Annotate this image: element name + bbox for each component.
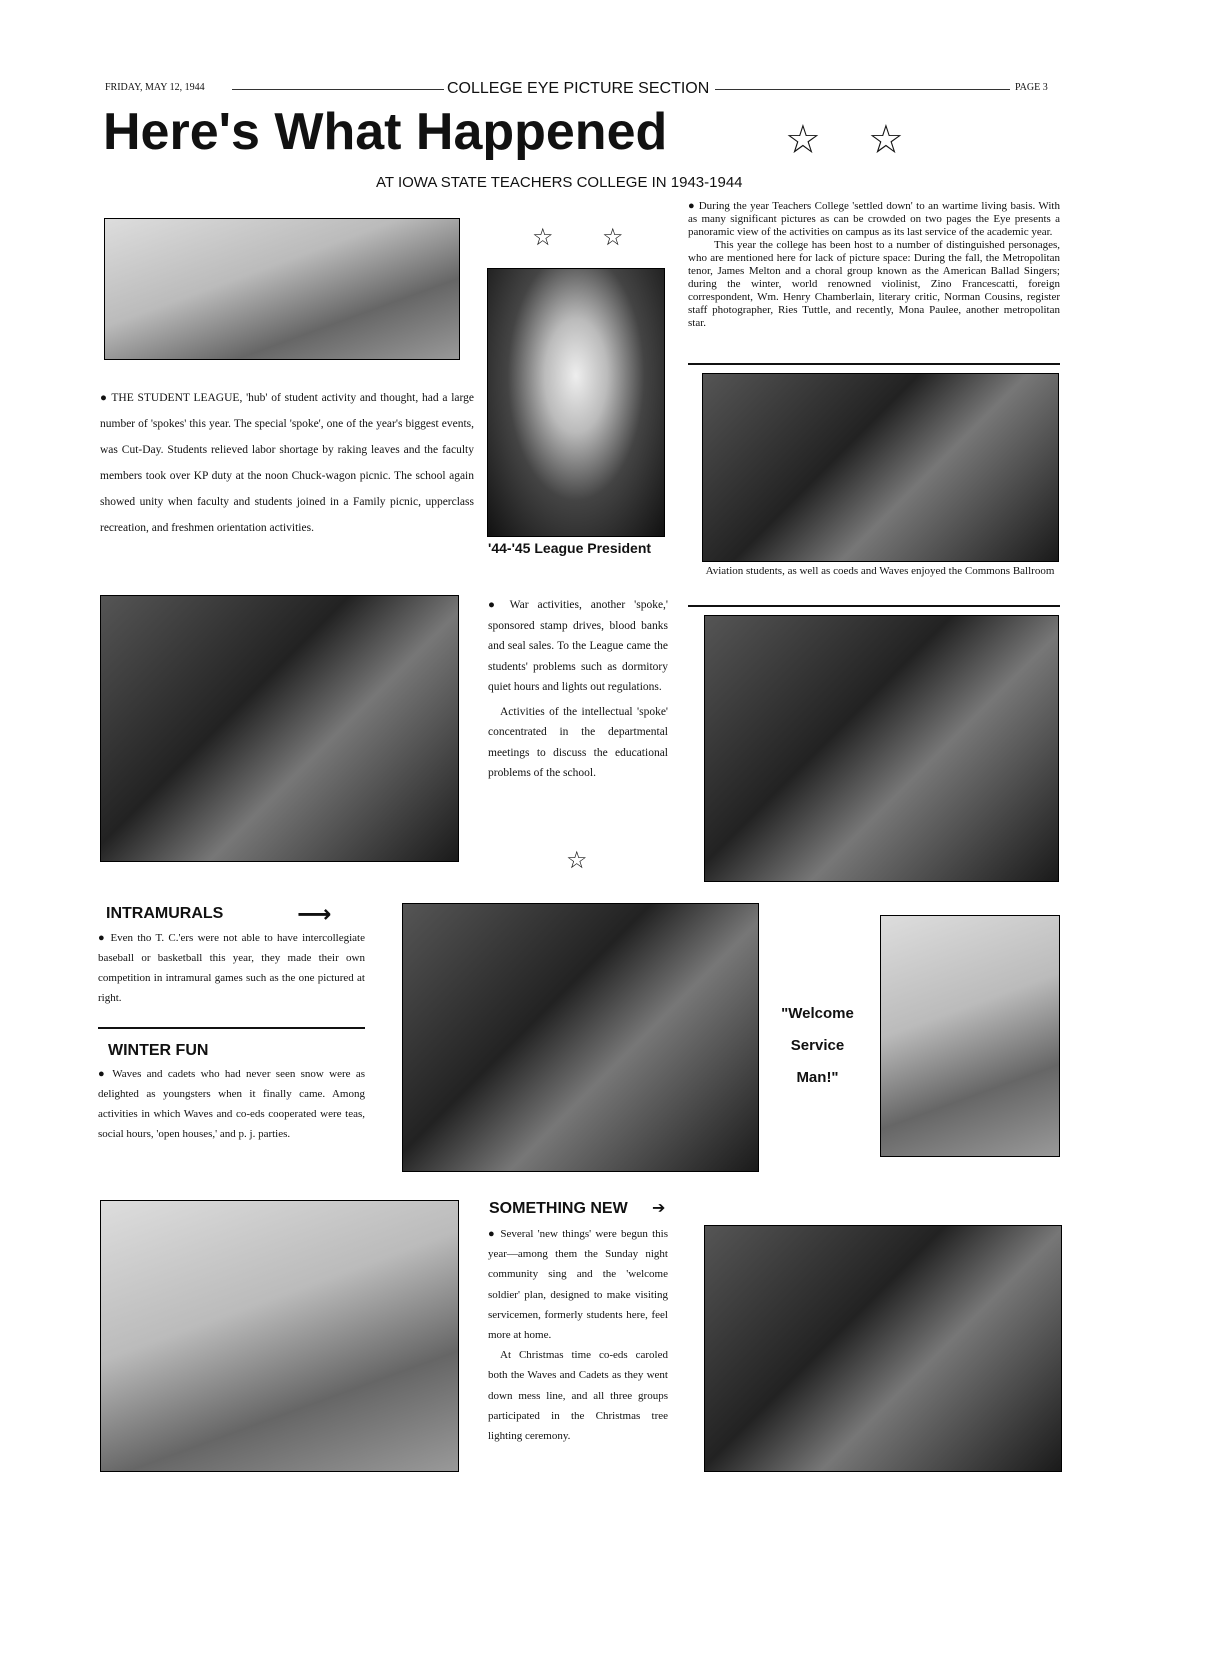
winter-fun-text: ● Waves and cadets who had never seen snow were as delighted as youngsters when it finally came. Among activities in which Waves and co-eds cooperated were teas, social hours, 'open houses,' and p. j. parties. [98, 1068, 365, 1140]
president-caption: '44-'45 League President [488, 540, 652, 556]
photo-commons-ballroom [702, 373, 1059, 562]
divider [688, 605, 1060, 607]
arrow-right-icon: ⟶ [297, 900, 332, 928]
photo-snow-fun [100, 1200, 459, 1472]
header-page: PAGE 3 [1015, 82, 1048, 93]
intro-paragraph-2: This year the college has been host to a number of distinguished personages, who are mentioned here for lack of picture space: During the fall, the Metropolitan tenor, James Melton and a choral group known as the American Ballad Singers; during the winter, world renowned violinist, Zino Francescatti, foreign correspondent, Wm. Henry Chamberlain, literary critic, Norman Cousins, register staff photographer, Ries Tuttle, and recently, Mona Paulee, another metropolitan star. [688, 239, 1060, 329]
caption-line: Service [790, 1037, 845, 1054]
subheadline: AT IOWA STATE TEACHERS COLLEGE IN 1943-1944 [376, 174, 743, 191]
something-new-heading: SOMETHING NEW [489, 1200, 628, 1217]
caption-line: "Welcome [781, 1005, 854, 1022]
intramurals-text: ● Even tho T. C.'ers were not able to have intercollegiate baseball or basketball this year, they made their own competition in intramural games such as the one pictured at right. [98, 932, 365, 1004]
header-rule-right [715, 89, 1010, 90]
intramurals-heading: INTRAMURALS [106, 905, 224, 922]
star-icon: ☆ [566, 846, 588, 874]
something-new-paragraph-1: ● Several 'new things' were begun this year—among them the Sunday night community sing and the 'welcome soldier' plan, designed to make visiting servicemen, formerly students here, feel more at home. [488, 1228, 668, 1342]
header-section: COLLEGE EYE PICTURE SECTION [447, 80, 710, 97]
photo-student-league-meeting [104, 218, 460, 360]
photo-chuck-wagon-picnic [100, 595, 459, 862]
ballroom-caption: Aviation students, as well as coeds and Waves enjoyed the Commons Ballroom [705, 565, 1055, 577]
arrow-right-icon: ➔ [652, 1198, 666, 1217]
photo-league-president [487, 268, 665, 537]
star-icon: ☆ [532, 223, 554, 251]
photo-basketball-game [402, 903, 759, 1172]
war-paragraph-1: ● War activities, another 'spoke,' sponsored stamp drives, blood banks and seal sales. To the League came the students' problems such as dormitory quiet hours and lights out regulations. [488, 599, 668, 693]
star-icon: ☆ [602, 223, 624, 251]
divider [98, 1027, 365, 1029]
photo-crowd [704, 615, 1059, 882]
star-icon: ☆ [785, 117, 821, 163]
something-new-text [488, 1224, 668, 1446]
star-icon: ☆ [868, 117, 904, 163]
photo-welcome-service-man [880, 915, 1060, 1157]
divider [688, 363, 1060, 365]
caption-line: Man!" [796, 1069, 839, 1086]
intro-paragraph-1: ● During the year Teachers College 'settled down' to an wartime living basis. With as many significant pictures as can be crowded on two pages the Eye presents a panoramic view of the activities on campus as its last service of the academic year. [688, 200, 1060, 238]
header-rule-left [232, 89, 444, 90]
welcome-service-man-caption [770, 998, 865, 1094]
war-paragraph-2: Activities of the intellectual 'spoke' concentrated in the departmental meetings to discuss the educational problems of the school. [488, 705, 668, 779]
header-date: FRIDAY, MAY 12, 1944 [105, 82, 205, 93]
something-new-paragraph-2: At Christmas time co-eds caroled both the Waves and Cadets as they went down mess line, and all three groups participated in the Christmas tree lighting ceremony. [488, 1349, 668, 1443]
photo-lounge-gathering [704, 1225, 1062, 1472]
winter-fun-heading: WINTER FUN [108, 1042, 209, 1059]
war-activities-text [488, 595, 668, 784]
student-league-text: ● THE STUDENT LEAGUE, 'hub' of student activity and thought, had a large number of 'spokes' this year. The special 'spoke', one of the year's biggest events, was Cut-Day. Students relieved labor shortage by raking leaves and the faculty members took over KP duty at the noon Chuck-wagon picnic. The school again showed unity when faculty and students joined in a Family picnic, upperclass recreation, and freshmen orientation activities. [100, 392, 474, 534]
intro-text [688, 200, 1060, 330]
headline: Here's What Happened [103, 103, 668, 161]
